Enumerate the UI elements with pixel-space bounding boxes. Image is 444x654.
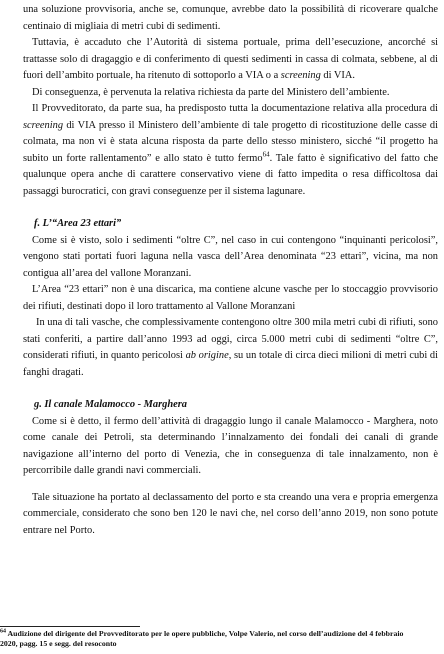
- paragraph-fermo-dragaggio: Come si è detto, il fermo dell’attività di dragaggio lungo il canale Malamocco - Marghera, noto come canale dei Petroli, sta determinando l’innalzamento dei fondali dei canali di grande navigazione all’interno del porto di Venezia, che in conseguenza di tale innalzamento, non è percorribile dalle grandi navi commerciali.: [23, 415, 438, 476]
- paragraph-ministero: Di conseguenza, è pervenuta la relativa richiesta da parte del Ministero dell’ambiente.: [32, 86, 390, 98]
- paragraph-area-discarica: L’Area “23 ettari” non è una discarica, ma contiene alcune vasche per lo stoccaggio provvisorio dei rifiuti, destinati dopo il loro trattamento al Vallone Moranzani: [23, 284, 438, 312]
- footnote-mark: 64: [0, 628, 6, 635]
- footnote: [0, 629, 415, 649]
- paragraph-sedimenti: Come si è visto, solo i sedimenti “oltre C”, nel caso in cui contengono “inquinanti pericolosi”, vengono stati portati fuori laguna nella vasca dell’Area denominata “23 ettari”, vicina, ma non contigua all’area del vallone Moranzani.: [23, 234, 438, 279]
- paragraph-provveditorato: Il Provveditorato, da parte sua, ha predisposto tutta la documentazione relativa alla procedura di screening di VIA presso il Ministero dell’ambiente di tale progetto di ricostituzione delle casse di colmata, ma non vi è stata alcuna risposta da parte dello stesso ministero, sicché “il progetto ha subito un forte rallentamento” e allo stato è tutto fermo$^{64}$. Tale fatto è significativo del fatto che qualunque opera anche di carattere conservativo viene di fatto impedita o resa difficoltosa dai passaggi burocratici, con gravi conseguenze per il sistema lagunare.: [23, 103, 438, 197]
- footnote-divider: [0, 626, 140, 627]
- section-heading-area-23-ettari: f. L’“Area 23 ettari”: [34, 218, 122, 229]
- paragraph-vasche: In una di tali vasche, che complessivamente contengono oltre 300 mila metri cubi di rifiuti, sono stati conferiti, a partire dall’anno 1993 ad oggi, circa 5.000 metri cubi di sedimenti “oltre C”, considerati rifiuti, in quanto pericolosi ab origine, su un totale di circa dieci milioni di metri cubi di fanghi dragati.: [23, 317, 438, 378]
- paragraph-autorita: Tuttavia, è accaduto che l’Autorità di sistema portuale, prima dell’esecuzione, ancorché si trattasse solo di dragaggio e di conferimento di questi sedimenti in cassa di colmata, sebbene, al di fuori dell’ambito portuale, ha ritenuto di sottoporlo a VIA o a screening di VIA.: [23, 37, 438, 81]
- paragraph-declassamento: Tale situazione ha portato al declassamento del porto e sta creando una vera e propria emergenza commerciale, considerato che sono ben 120 le navi che, nel corso dell’anno 2019, non sono potute entrare nel Porto.: [23, 491, 438, 536]
- footnote-reference[interactable]: 64: [262, 150, 270, 159]
- section-heading-canale-malamocco: g. Il canale Malamocco - Marghera: [34, 399, 187, 410]
- footnote-text: Audizione del dirigente del Provveditorato per le opere pubbliche, Volpe Valerio, nel corso dell’audizione del 4 febbraio 2020, pagg. 15 e segg. del resoconto: [0, 629, 404, 648]
- paragraph-continuation: una soluzione provvisoria, anche se, comunque, avrebbe dato la possibilità di ricoverare qualche centinaio di migliaia di metri cubi di sedimenti.: [23, 4, 438, 32]
